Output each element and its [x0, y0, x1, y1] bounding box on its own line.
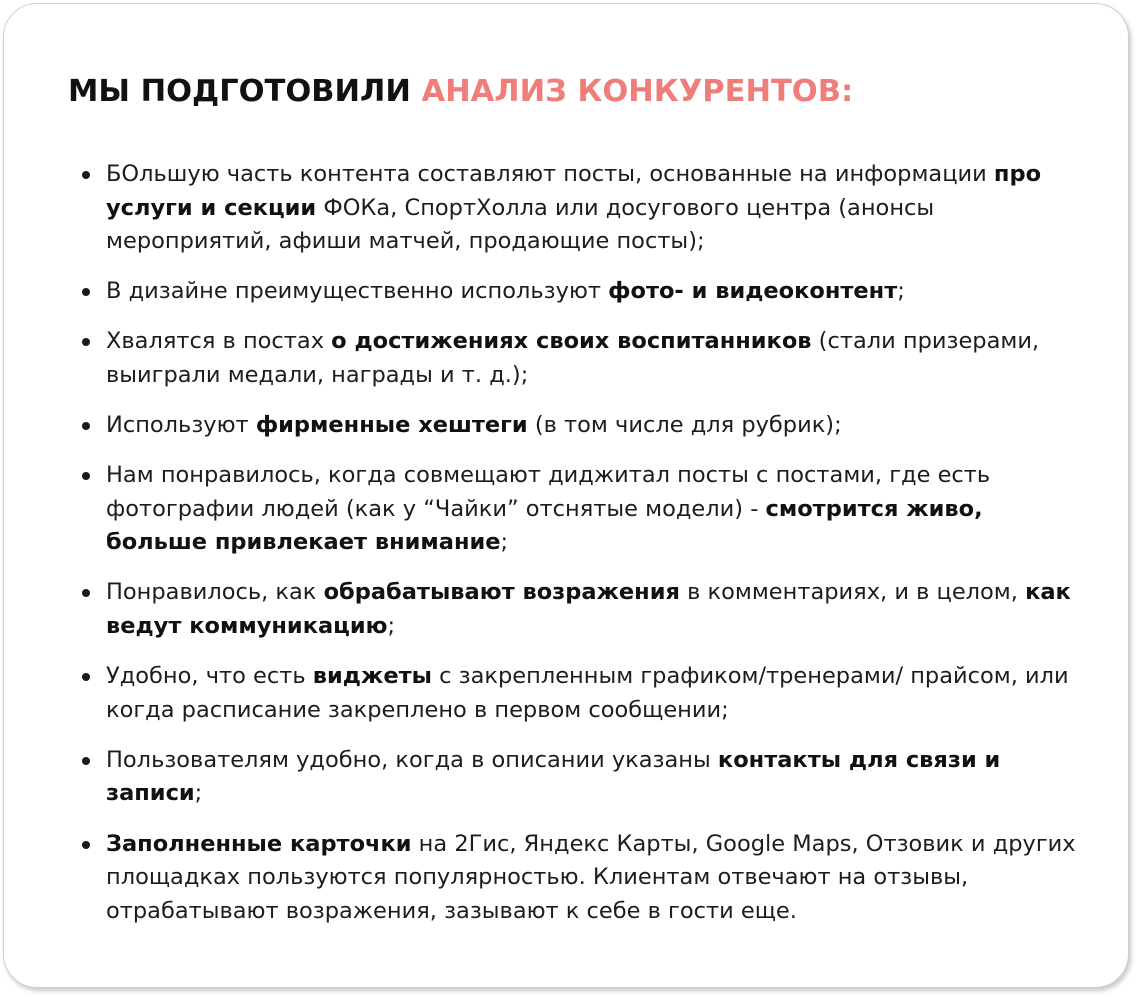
- list-item: [78, 459, 1088, 560]
- item-highlight: смотрится живо, больше привлекает внимание: [106, 495, 983, 556]
- list-item: [78, 158, 1088, 259]
- item-text: (стали призерами, выиграли медали, награды и т. д.);: [106, 328, 1040, 388]
- item-text: Используют: [106, 412, 256, 439]
- item-highlight: обрабатывают возражения: [323, 579, 680, 606]
- list-item: [78, 275, 1088, 309]
- item-text: ;: [897, 278, 905, 305]
- list-item: [78, 660, 1088, 727]
- findings-list: [78, 158, 1088, 945]
- page-title: [68, 72, 853, 112]
- item-text: В дизайне преимущественно используют: [106, 278, 609, 305]
- item-text: на 2Гис, Яндекс Карты, Google Maps, Отзовик и других площадках пользуются популярностью. Клиентам отвечают на отзывы, отрабатывают возражения, зазывают к себе в гости еще.: [106, 830, 1076, 924]
- item-text: в комментариях, и в целом,: [679, 579, 1026, 606]
- item-text: Пользователям удобно, когда в описании указаны: [106, 746, 718, 773]
- item-highlight: виджеты: [312, 663, 432, 690]
- list-item: [78, 744, 1088, 811]
- list-item: [78, 325, 1088, 392]
- item-highlight: о достижениях своих воспитанников: [331, 328, 812, 355]
- item-text: (в том числе для рубрик);: [527, 412, 842, 439]
- title-main: МЫ ПОДГОТОВИЛИ: [68, 74, 422, 109]
- list-item: [78, 409, 1088, 443]
- item-text: БОльшую часть контента составляют посты, основанные на информации: [106, 161, 994, 187]
- item-text: Удобно, что есть: [106, 663, 313, 690]
- item-highlight: Заполненные карточки: [106, 830, 412, 857]
- item-highlight: фото- и видеоконтент: [608, 278, 898, 305]
- item-highlight: контакты для связи и записи: [106, 746, 1001, 807]
- item-text: Понравилось, как: [106, 579, 324, 606]
- item-text: ФОКа, СпортХолла или досугового центра (анонсы мероприятий, афиши матчей, продающие посты);: [106, 194, 935, 254]
- item-highlight: фирменные хештеги: [255, 412, 528, 439]
- list-item: [78, 828, 1088, 929]
- item-text: ;: [500, 529, 509, 556]
- item-text: ;: [194, 780, 203, 807]
- item-highlight: про услуги и секции: [106, 161, 1042, 221]
- title-accent: АНАЛИЗ КОНКУРЕНТОВ:: [421, 74, 854, 109]
- list-item: [78, 576, 1088, 643]
- item-text: Хвалятся в постах: [106, 328, 332, 355]
- item-text: ;: [387, 612, 396, 639]
- item-text: с закрепленным графиком/тренерами/ прайсом, или когда расписание закреплено в первом сообщении;: [106, 663, 1069, 723]
- item-text: Нам понравилось, когда совмещают диджитал посты с постами, где есть фотографии людей (как у “Чайки” отснятые модели) -: [106, 462, 991, 522]
- item-highlight: как ведут коммуникацию: [106, 579, 1071, 639]
